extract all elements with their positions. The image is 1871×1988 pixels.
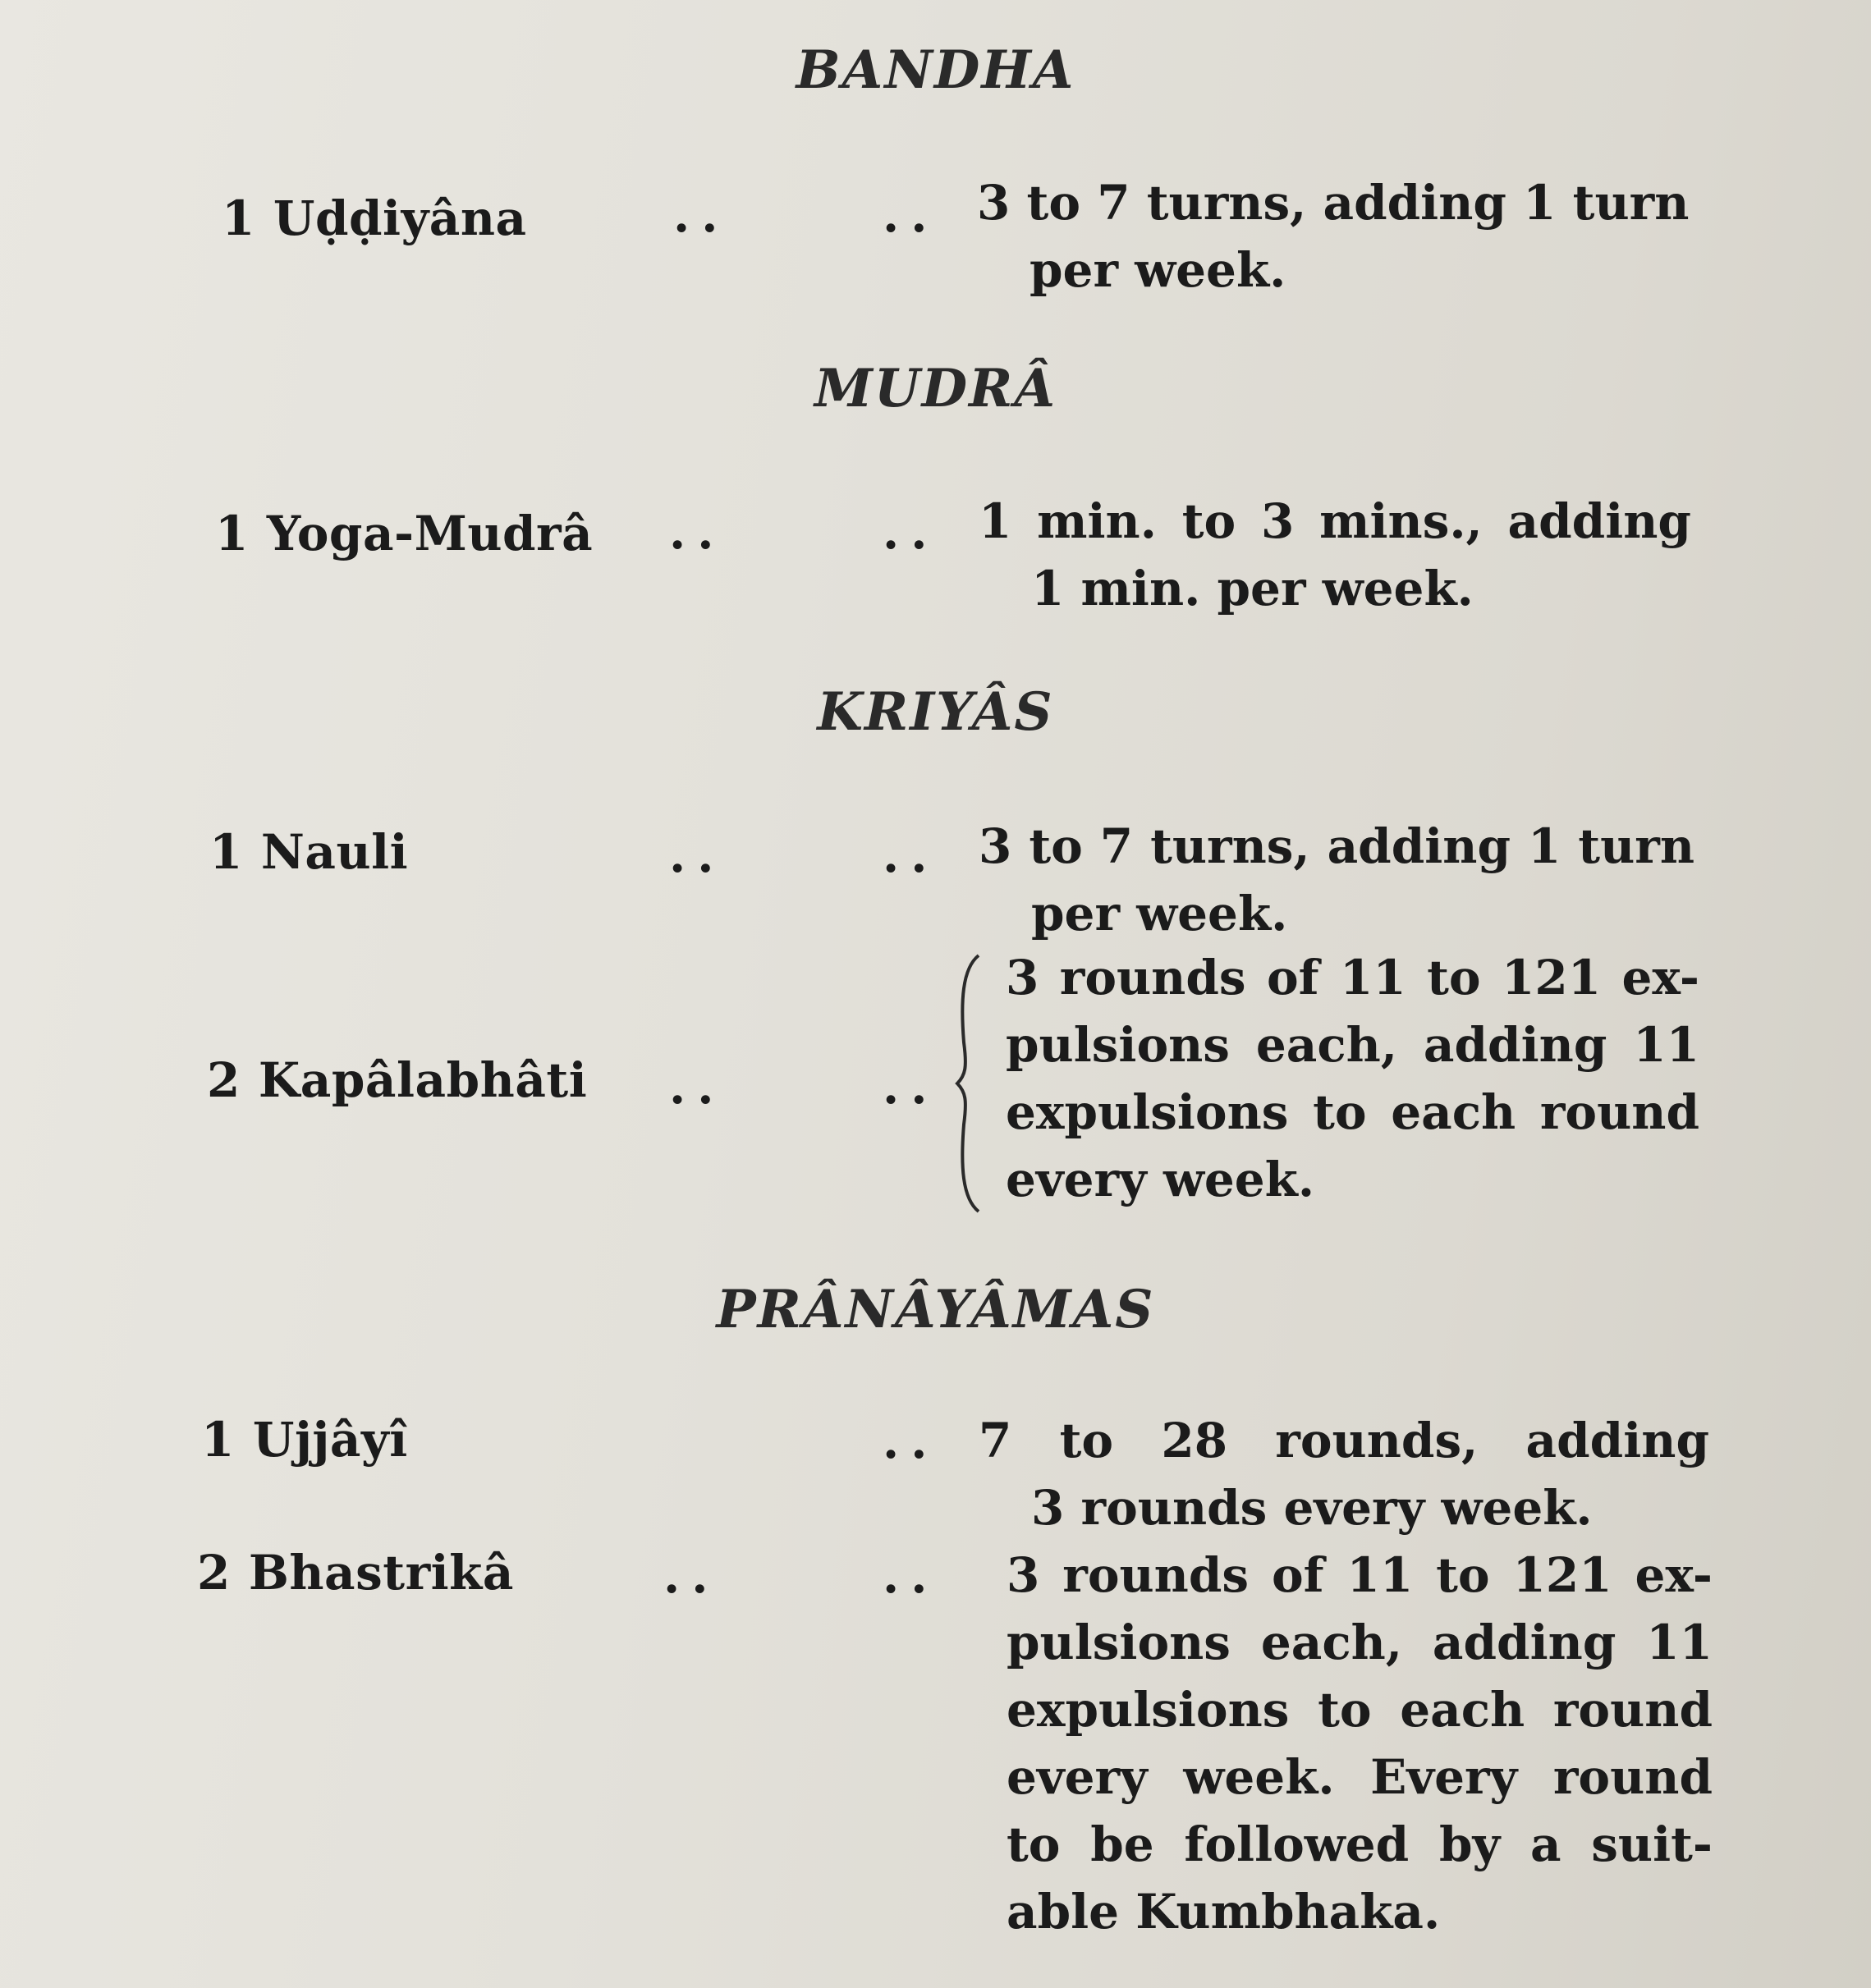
- leader-dots: ..: [883, 827, 939, 883]
- item-name-kapalabhati: [207, 1052, 587, 1108]
- item-label: Bhastrikâ: [248, 1545, 514, 1601]
- item-number: 1: [209, 824, 243, 880]
- desc-line: pulsions each, adding 11: [1007, 1615, 1713, 1670]
- item-description: [979, 1407, 1709, 1541]
- section-heading-pranayamas: PRÂNÂYÂMAS: [716, 1279, 1155, 1340]
- curly-brace: [951, 952, 984, 1215]
- item-number: 1: [215, 506, 249, 561]
- desc-line: 7 to 28 rounds, adding: [979, 1413, 1709, 1468]
- desc-line: 1 min. to 3 mins., adding: [979, 493, 1691, 549]
- item-description: [1006, 944, 1699, 1213]
- item-number: 2: [197, 1545, 231, 1601]
- item-number: 1: [201, 1412, 235, 1468]
- item-name-yoga-mudra: [215, 506, 593, 561]
- item-name-uddiyana: [222, 190, 527, 246]
- desc-line: able Kumbhaka.: [1007, 1884, 1441, 1940]
- desc-line: pulsions each, adding 11: [1006, 1017, 1699, 1073]
- item-description: [977, 169, 1690, 304]
- item-label: Ujjâyî: [252, 1412, 408, 1468]
- desc-line: per week.: [1030, 242, 1286, 298]
- leader-dots: ..: [883, 504, 939, 560]
- item-number: 2: [207, 1052, 241, 1108]
- item-number: 1: [222, 190, 255, 246]
- desc-line: 3 rounds every week.: [1031, 1480, 1593, 1536]
- leader-dots: ..: [673, 187, 730, 243]
- leader-dots: ..: [663, 1548, 720, 1604]
- desc-line: expulsions to each round: [1006, 1084, 1699, 1140]
- leader-dots: ..: [883, 187, 939, 243]
- desc-line: every week.: [1006, 1152, 1315, 1207]
- desc-line: every week. Every round: [1007, 1749, 1713, 1805]
- item-description: [979, 488, 1691, 622]
- item-name-bhastrika: [197, 1545, 514, 1601]
- item-name-ujjayi: [201, 1412, 408, 1468]
- item-description: [1007, 1541, 1713, 1945]
- leader-dots: ..: [669, 827, 726, 883]
- item-label: Yoga-Mudrâ: [266, 506, 594, 561]
- item-label: Kapâlabhâti: [258, 1052, 588, 1108]
- leader-dots: ..: [883, 1059, 939, 1115]
- desc-line: expulsions to each round: [1007, 1682, 1713, 1738]
- leader-dots: ..: [669, 504, 726, 560]
- leader-dots: ..: [883, 1548, 939, 1604]
- leader-dots: ..: [883, 1413, 939, 1469]
- desc-line: per week.: [1031, 886, 1288, 941]
- desc-line: 3 to 7 turns, adding 1 turn: [977, 175, 1690, 231]
- section-heading-mudra: MUDRÂ: [814, 358, 1057, 419]
- item-label: Uḍḍiyâna: [273, 190, 527, 246]
- section-heading-bandha: BANDHA: [796, 39, 1075, 101]
- desc-line: 3 rounds of 11 to 121 ex-: [1007, 1547, 1713, 1603]
- desc-line: 3 rounds of 11 to 121 ex-: [1006, 950, 1699, 1005]
- item-label: Nauli: [260, 824, 409, 880]
- section-heading-kriyas: KRIYÂS: [817, 681, 1054, 743]
- item-name-nauli: [209, 824, 408, 880]
- desc-line: 3 to 7 turns, adding 1 turn: [979, 818, 1694, 874]
- desc-line: to be followed by a suit-: [1007, 1816, 1713, 1872]
- leader-dots: ..: [669, 1059, 726, 1115]
- item-description: [979, 813, 1694, 947]
- desc-line: 1 min. per week.: [1031, 561, 1474, 616]
